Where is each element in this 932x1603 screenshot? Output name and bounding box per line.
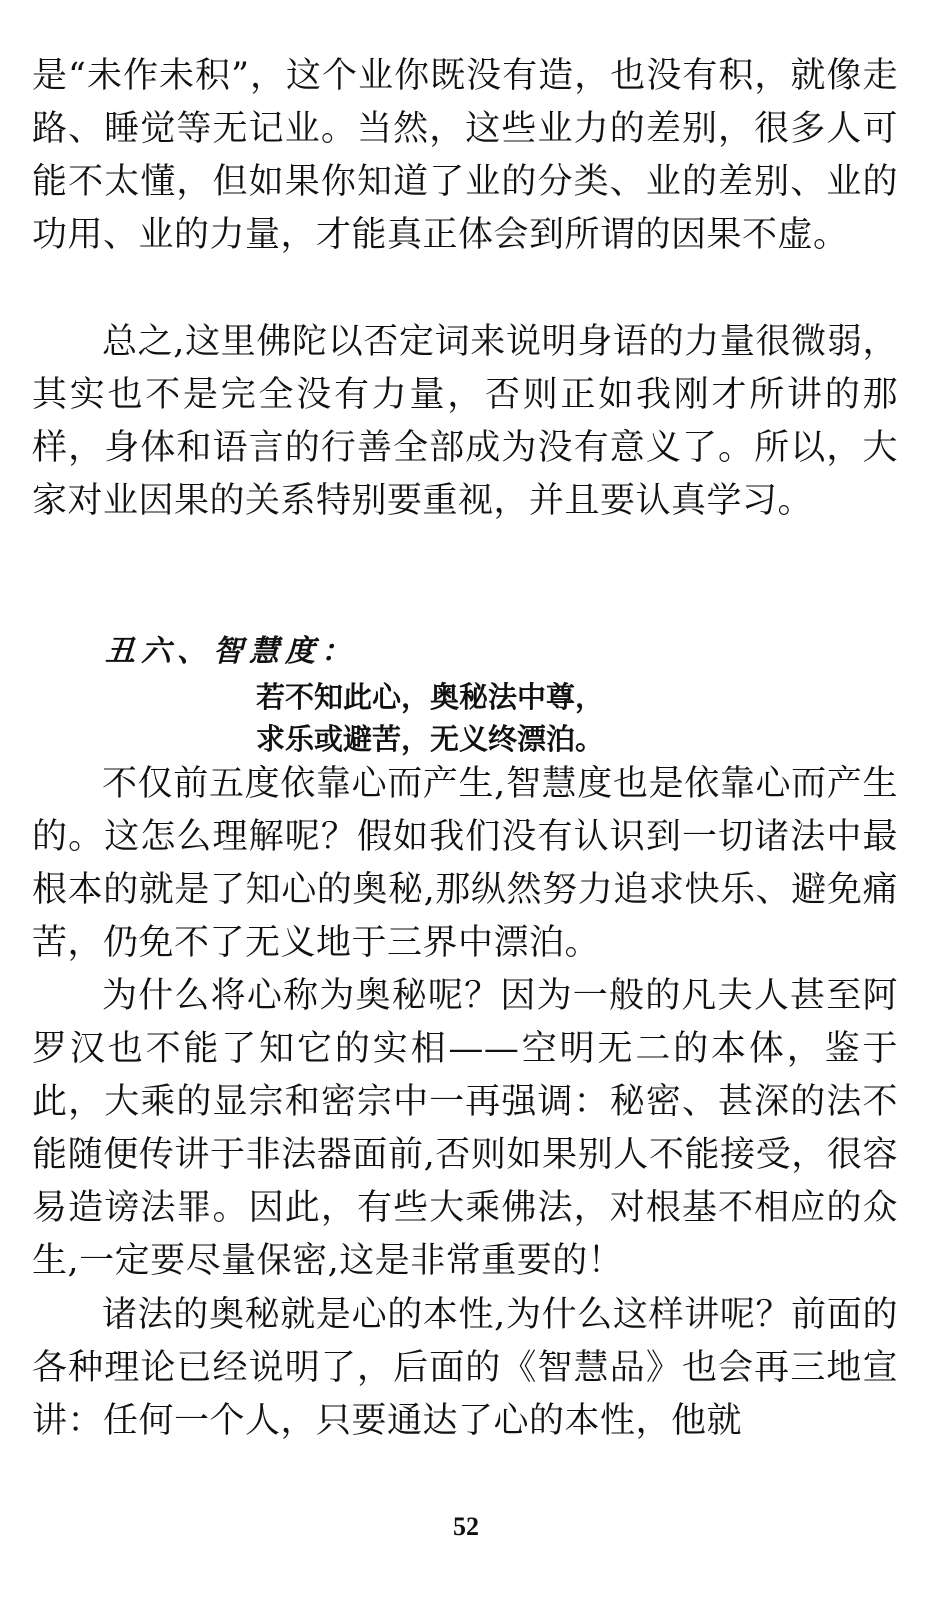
verse-line-2: 求乐或避苦，无义终漂泊。	[256, 722, 605, 756]
paragraph-why-mystery: 为什么将心称为奥秘呢？因为一般的凡夫人甚至阿罗汉也不能了知它的实相——空明无二的本体，鉴于此，大乘的显宗和密宗中一再强调：秘密、甚深的法不能随便传讲于非法器面前,否则如果别人不能接受，很容易造谤法罪。因此，有些大乘佛法，对根基不相应的众生,一定要尽量保密,这是非常重要的！	[32, 976, 898, 1281]
section-heading: 丑六、智慧度：	[105, 634, 357, 669]
page-number: 52	[453, 1512, 479, 1541]
paragraph-continued-karma: 是“未作未积”，这个业你既没有造，也没有积，就像走路、睡觉等无记业。当然，这些业力的差别，很多人可能不太懂，但如果你知道了业的分类、业的差别、业的功用、业的力量，才能真正体会到所谓的因果不虚。	[32, 56, 898, 255]
paragraph-wisdom-intro: 不仅前五度依靠心而产生,智慧度也是依靠心而产生的。这怎么理解呢？假如我们没有认识到一切诸法中最根本的就是了知心的奥秘,那纵然努力追求快乐、避免痛苦，仍免不了无义地于三界中漂泊。	[32, 764, 898, 963]
paragraph-nature-of-mind: 诸法的奥秘就是心的本性,为什么这样讲呢？前面的各种理论已经说明了，后面的《智慧品》也会再三地宣讲：任何一个人，只要通达了心的本性，他就	[32, 1295, 898, 1441]
paragraph-conclusion: 总之,这里佛陀以否定词来说明身语的力量很微弱，其实也不是完全没有力量，否则正如我刚才所讲的那样，身体和语言的行善全部成为没有意义了。所以，大家对业因果的关系特别要重视，并且要认真学习。	[32, 322, 898, 521]
verse-line-1: 若不知此心，奥秘法中尊，	[256, 680, 605, 714]
